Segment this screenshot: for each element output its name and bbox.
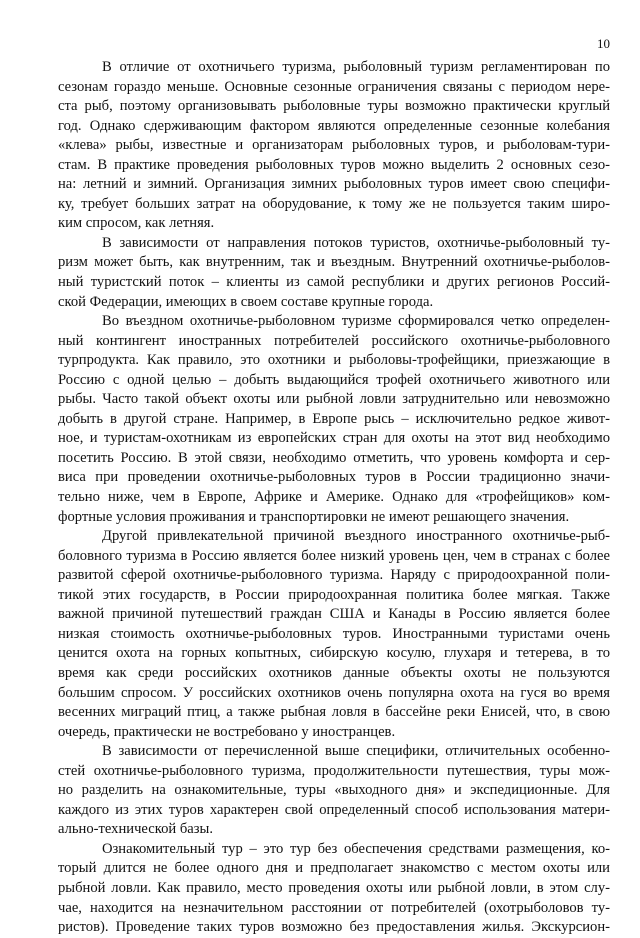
text-line: стей охотничье-рыболовного туризма, продолжительности путешествия, туры мож-: [58, 762, 610, 779]
text-line: боловного туризма в Россию является более низкий уровень цен, чем в странах с более: [58, 547, 610, 564]
text-line: на: летний и зимний. Организация зимних рыболовных туров имеет свою специфи-: [58, 176, 610, 193]
text-line: Во въездном охотничье-рыболовном туризме сформировался четко определен-: [102, 313, 610, 330]
text-line: Другой привлекательной причиной въездного иностранного охотничье-рыб-: [102, 528, 610, 545]
text-line: ста рыб, поэтому организовывать рыболовные туры возможно практически круглый: [58, 98, 610, 115]
text-line: рыбной ловли. Как правило, место проведения охоты или рыбной ловли, в этом слу-: [58, 879, 610, 896]
text-line: Ознакомительный тур – это тур без обеспечения средствами размещения, ко-: [102, 840, 610, 857]
text-line: сезонам гораздо меньше. Основные сезонные ограничения связаны с периодом нере-: [58, 78, 610, 95]
text-line: развитой сферой охотничье-рыболовного туризма. Наряду с природоохранной поли-: [58, 567, 610, 584]
text-line: ким спросом, как летняя.: [58, 215, 215, 232]
text-line: В отличие от охотничьего туризма, рыболовный туризм регламентирован по: [102, 59, 610, 75]
text-line: ный туристский поток – клиенты из самой республики и других регионов Россий-: [58, 274, 610, 291]
text-line: ное, и туристам-охотникам из европейских стран для охоты на этот вид необходимо: [58, 430, 610, 447]
text-line: фортные условия проживания и транспортировки не имеют решающего значения.: [58, 508, 570, 525]
text-line: ской Федерации, имеющих в своем составе крупные города.: [58, 293, 434, 310]
text-line: Россию с одной целью – добыть выдающийся трофей охотничьего животного или: [58, 371, 610, 388]
text-line: весенних миграций птиц, а также рыбная ловля в бассейне реки Енисей, что, в свою: [58, 704, 610, 721]
text-line: турпродукта. Как правило, это охотники и рыболовы-трофейщики, приезжающие в: [58, 352, 610, 369]
text-line: тельно ниже, чем в Европе, Африке и Америке. Однако для «трофейщиков» ком-: [58, 489, 610, 506]
text-line: В зависимости от перечисленной выше специфики, отличительных особенно-: [102, 743, 610, 760]
text-line: тикой этих государств, в России природоохранная политика более мягкая. Также: [58, 586, 610, 603]
text-line: добыть в другой стране. Например, в Европе рысь – исключительно редкое живот-: [58, 410, 610, 427]
text-line: но разделить на ознакомительные, туры «выходного дня» и экспедиционные. Для: [58, 782, 610, 799]
text-line: торый длится не более одного дня и предполагает знакомство с местом охоты или: [58, 860, 610, 877]
page-number: 10: [597, 36, 610, 51]
text-line: «клева» рыбы, известные и организаторам рыболовных туров, и рыболовам-тури-: [58, 137, 610, 154]
text-line: каждого из этих туров характерен свой определенный способ использования матери-: [58, 801, 610, 818]
text-line: ризм может быть, как внутренним, так и въездным. Внутренний охотничье-рыболов-: [58, 254, 610, 271]
text-line: чае, находится на незначительном расстоянии от потребителей (охотрыболовов ту-: [58, 899, 610, 916]
body-text: [58, 58, 610, 938]
text-line: ристов). Проведение таких туров возможно без предоставления жилья. Экскурсион-: [58, 919, 610, 936]
text-line: ный контингент иностранных потребителей российского охотничье-рыболовного: [58, 332, 610, 349]
text-line: год. Однако сдерживающим фактором являются определенные сезонные колебания: [58, 117, 610, 134]
text-line: низкая стоимость охотничье-рыболовных туров. Иностранными туристами очень: [58, 625, 610, 642]
text-line: большим спросом. У российских охотников очень популярна охота на гуся во время: [58, 684, 610, 701]
text-line: стам. В практике проведения рыболовных туров можно выделить 2 основных сезо-: [58, 156, 610, 173]
text-line: ку, требует больших затрат на оборудование, к тому же не пользуется таким широ-: [58, 195, 610, 212]
text-line: важной причиной путешествий граждан США и Канады в Россию является более: [58, 606, 610, 623]
text-line: виса при проведении охотничье-рыболовных туров в России традиционно значи-: [58, 469, 610, 486]
text-line: рыбы. Часто такой объект охоты или рыбной ловли затруднительно или невозможно: [58, 391, 610, 408]
text-line: посетить Россию. В этой связи, необходимо отметить, что уровень комфорта и сер-: [58, 449, 610, 466]
text-line: время как среди российских охотников данные объекты охоты не пользуются: [58, 664, 610, 681]
text-line: очередь, практически не востребовано у иностранцев.: [58, 723, 396, 740]
text-line: ценится охота на горных копытных, сибирскую косулю, глухаря и тетерева, в то: [58, 645, 610, 662]
text-line: ально-технической базы.: [58, 821, 213, 838]
text-line: В зависимости от направления потоков туристов, охотничье-рыболовный ту-: [102, 234, 610, 251]
